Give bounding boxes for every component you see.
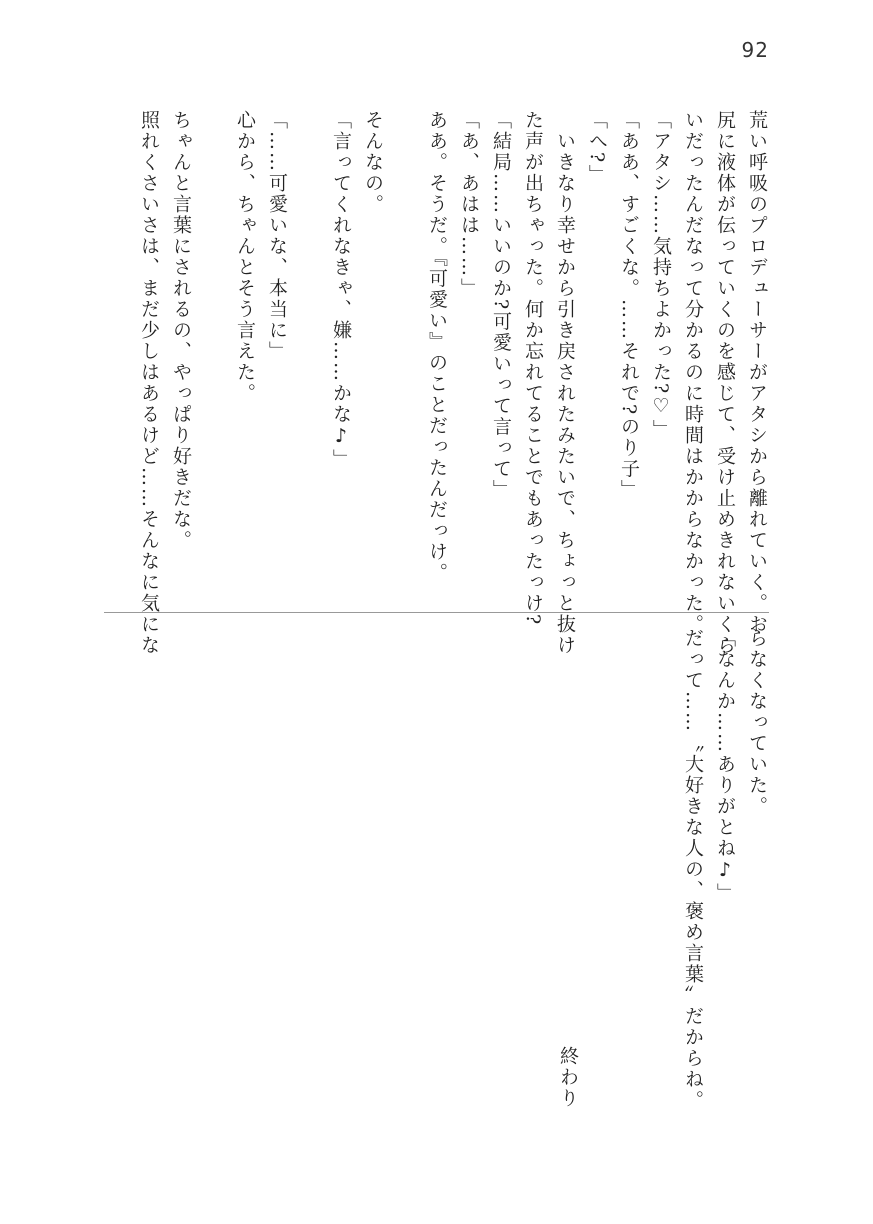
text-line: 「結局……いいのか?可愛いって言って」	[490, 110, 512, 501]
text-line: 「……可愛いな、本当に」	[266, 110, 288, 362]
text-line: 荒い呼吸のプロデューサーがアタシから離れていく。お	[746, 110, 768, 635]
text-line: た声が出ちゃった。何か忘れてることでもあったっけ?	[522, 110, 544, 627]
lower-text-block	[645, 628, 773, 1111]
text-line: らなくなっていた。	[746, 628, 768, 817]
upper-text-block	[133, 110, 773, 656]
text-line: 「なんか……ありがとね♪」	[714, 628, 736, 904]
text-line: 照れくさいさは、まだ少しはあるけど……そんなに気にな	[138, 110, 160, 656]
text-line: ああ。そうだ。『可愛い』のことだったんだっけ。	[426, 110, 448, 584]
text-line: いきなり幸せから引き戻されたみたいで、ちょっと抜け	[554, 110, 576, 656]
section-divider	[104, 612, 769, 613]
text-line: 「ああ、すごくな。……それで?のり子」	[618, 110, 640, 501]
text-line: 心から、ちゃんとそう言えた。	[234, 110, 256, 404]
ending-label: 終わり	[557, 1046, 579, 1109]
text-line: 尻に液体が伝っていくのを感じて、受け止めきれないくら	[714, 110, 736, 656]
text-line: そんなの。	[362, 110, 384, 215]
page-number: 92	[741, 38, 769, 62]
text-line: ちゃんと言葉にされるの、やっぱり好きだな。	[170, 110, 192, 551]
text-line: だって……〝大好きな人の、褒め言葉〟だからね。	[682, 628, 704, 1111]
text-line: 「あ、あはは……」	[458, 110, 480, 299]
text-line: 「へ?」	[586, 110, 608, 186]
text-line: 「アタシ……気持ちよかった?♡」	[650, 110, 672, 441]
text-line: 「言ってくれなきゃ、嫌……かな♪」	[330, 110, 352, 470]
text-line: いだったんだなって分かるのに時間はかからなかった。	[682, 110, 704, 635]
